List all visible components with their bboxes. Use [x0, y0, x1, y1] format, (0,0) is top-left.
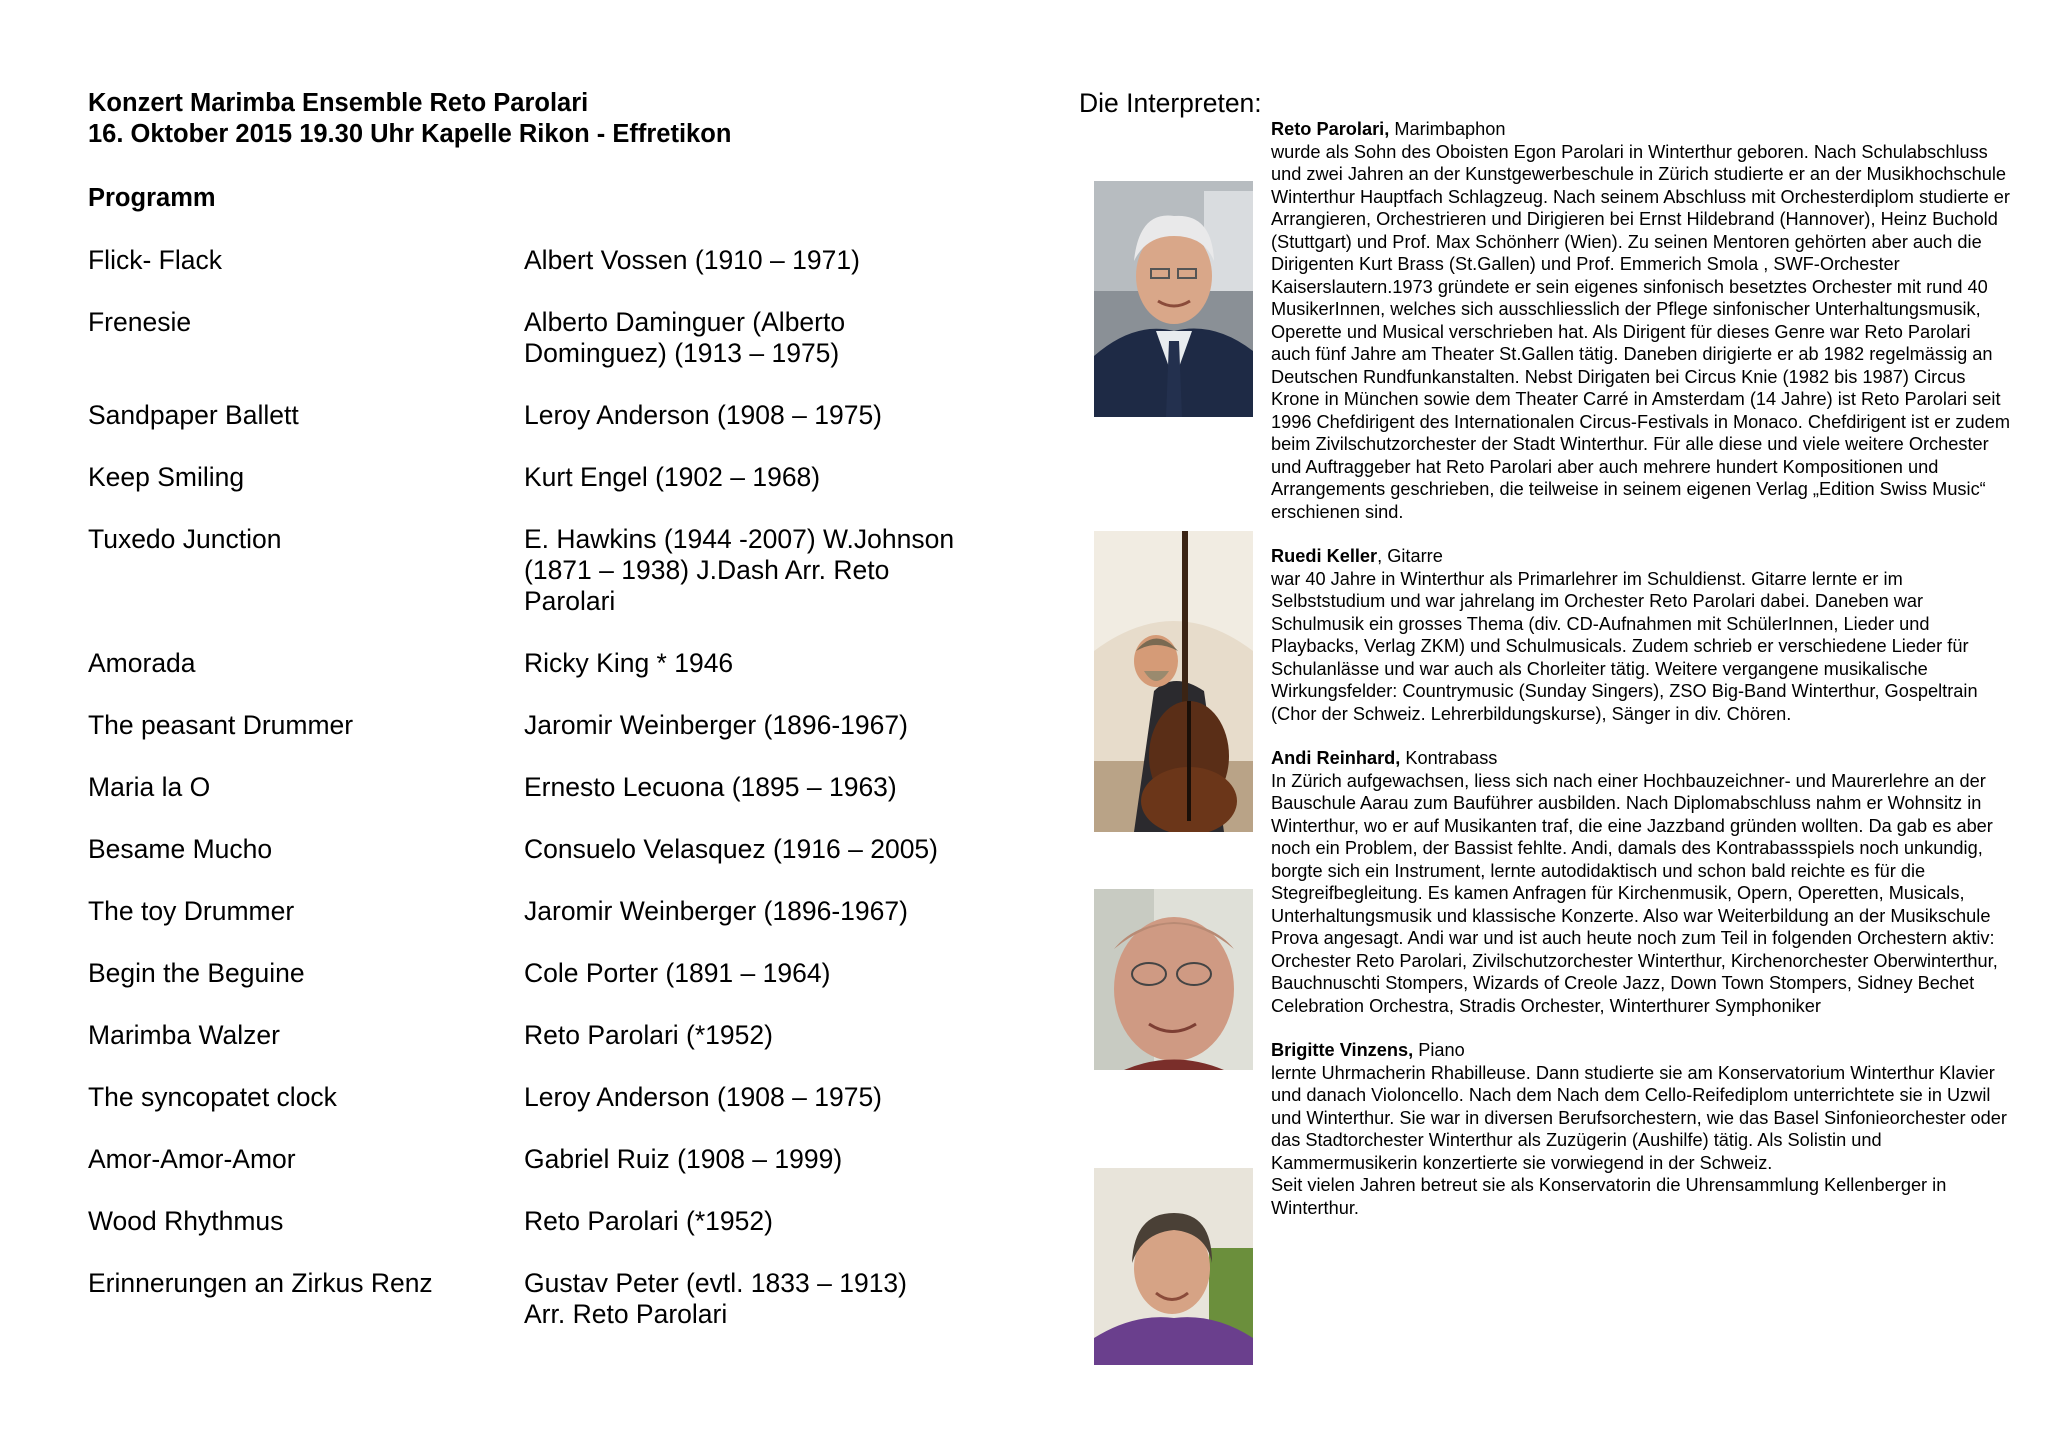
- composer: Jaromir Weinberger (1896-1967): [524, 896, 908, 926]
- bio-andi-reinhard: [1271, 747, 2011, 1017]
- brigitte-vinzens-photo: [1094, 1168, 1253, 1365]
- piece-title: Tuxedo Junction: [88, 524, 282, 554]
- piece-title: Erinnerungen an Zirkus Renz: [88, 1268, 433, 1298]
- bio-text: war 40 Jahre in Winterthur als Primarlehrer im Schuldienst. Gitarre lernte er im Selbststudium und war jahrelang im Orchester Reto Parolari dabei. Daneben war Schulmusik ein grosses Thema (div. CD-Aufnahmen mit SchülerInnen, Lieder und Playbacks, Verlag ZKM) und Schulmusicals. Zudem schrieb er verschiedene Lieder für Schulanlässe und war auch als Chorleiter tätig. Weitere vergangene musikalische Wirkungsfelder: Countrymusic (Sunday Singers), ZSO Big-Band Winterthur, Gospeltrain (Chor der Schweiz. Lehrerbildungskurse), Sänger in div. Chören.: [1271, 568, 1978, 724]
- bio-text: wurde als Sohn des Oboisten Egon Parolari in Winterthur geboren. Nach Schulabschluss und zwei Jahren an der Kunstgewerbeschule in Zürich studierte er an der Musikhochschule Winterthur Hauptfach Schlagzeug. Nach seinem Abschluss mit Orchesterdiplom studierte er Arrangieren, Orchestrieren und Dirigieren bei Ernst Hildebrand (Hannover), Heinz Buchold (Stuttgart) und Prof. Max Schönherr (Wien). Zu seinen Mentoren gehörten aber auch die Dirigenten Kurt Brass (St.Gallen) und Prof. Emmerich Smola , SWF-Orchester Kaiserslautern.1973 gründete er sein eigenes sinfonisch besetztes Orchester mit rund 40 MusikerInnen, welches sich ausschliesslich der Pflege sinfonischer Unterhaltungsmusik, Operette und Musical verschrieben hat. Als Dirigent für dieses Genre war Reto Parolari auch fünf Jahre am Theater St.Gallen tätig. Daneben dirigierte er ab 1982 regelmässig an Deutschen Rundfunkanstalten. Nebst Dirigaten bei Circus Knie (1982 bis 1987) Circus Krone in München sowie dem Theater Carré in Amsterdam (14 Jahre) ist Reto Parolari seit 1996 Chefdirigent des Internationalen Circus-Festivals in Monaco. Chefdirigent ist er zudem beim Zivilschutzorchester der Stadt Winterthur. Für alle diese und viele weitere Orchester und Auftraggeber hat Reto Parolari aber auch mehrere hundert Kompositionen und Arrangements geschrieben, die teilweise in seinem eigenen Verlag „Edition Swiss Music“ erschienen sind.: [1271, 141, 2010, 522]
- bio-ruedi-keller: [1271, 545, 2011, 725]
- program-row: [88, 710, 988, 741]
- program-row: [88, 1020, 988, 1051]
- bio-text: lernte Uhrmacherin Rhabilleuse. Dann studierte sie am Konservatorium Winterthur Klavier und danach Violoncello. Nach dem Nach dem Cello-Reifediplom unterrichtete sie in Uzwil und Winterthur. Sie war in diversen Berufsorchestern, wie das Basel Sinfonieorchester oder das Stadtorchester Winterthur als Zuzügerin (Aushilfe) tätig. Als Solistin und Kammermusikerin konzertierte sie vorwiegend in der Schweiz. Seit vielen Jahren betreut sie als Konservatorin die Uhrensammlung Kellenberger in Winterthur.: [1271, 1062, 2007, 1218]
- bio-brigitte-vinzens: [1271, 1039, 2011, 1219]
- composer: Gustav Peter (evtl. 1833 – 1913) Arr. Reto Parolari: [524, 1268, 907, 1329]
- piece-title: The syncopatet clock: [88, 1082, 337, 1112]
- program-row: [88, 524, 988, 617]
- interpreters-heading: Die Interpreten:: [1079, 88, 1262, 118]
- andi-reinhard-photo: [1094, 889, 1253, 1070]
- program-row: [88, 307, 988, 369]
- bio-text: In Zürich aufgewachsen, liess sich nach einer Hochbauzeichner- und Maurerlehre an der Bauschule Aarau zum Bauführer ausbilden. Nach Diplomabschluss nahm er Wohnsitz in Winterthur, wo er auf Musikanten traf, die eine Jazzband gründen wollten. Da gab es aber noch ein Problem, der Bassist fehlte. Andi, damals des Kontrabassspiels noch unkundig, borgte sich ein Instrument, lernte autodidaktisch und schon bald reichte es für die Stegreifbegleitung. Es kamen Anfragen für Kirchenmusik, Opern, Operetten, Musicals, Unterhaltungsmusik und klassische Konzerte. Also war Weiterbildung an der Musikschule Prova angesagt. Andi war und ist auch heute noch zum Teil in folgenden Orchestern aktiv: Orchester Reto Parolari, Zivilschutzorchester Winterthur, Kirchenorchester Oberwinterthur, Bauchnuschti Stompers, Wizards of Creole Jazz, Down Town Stompers, Sidney Bechet Celebration Orchestra, Stradis Orchester, Winterthurer Symphoniker: [1271, 770, 1998, 1016]
- piece-title: Marimba Walzer: [88, 1020, 280, 1050]
- piece-title: Amorada: [88, 648, 196, 678]
- composer: Consuelo Velasquez (1916 – 2005): [524, 834, 938, 864]
- interpreter-instrument: Piano: [1413, 1040, 1465, 1060]
- composer: Gabriel Ruiz (1908 – 1999): [524, 1144, 843, 1174]
- interpreter-instrument: , Gitarre: [1377, 546, 1443, 566]
- program-row: [88, 958, 988, 989]
- composer: E. Hawkins (1944 -2007) W.Johnson (1871 – 1938) J.Dash Arr. Reto Parolari: [524, 524, 955, 616]
- bio-heading: [1271, 545, 2011, 568]
- piece-title: The peasant Drummer: [88, 710, 354, 740]
- interpreter-name: Reto Parolari,: [1271, 119, 1390, 139]
- program-row: [88, 896, 988, 927]
- interpreter-instrument: Marimbaphon: [1389, 119, 1506, 139]
- program-row: [88, 245, 988, 276]
- piece-title: Sandpaper Ballett: [88, 400, 299, 430]
- ruedi-keller-photo: [1094, 531, 1253, 832]
- program-row: [88, 1268, 988, 1330]
- composer: Reto Parolari (*1952): [524, 1206, 773, 1236]
- program-heading: Programm: [88, 184, 216, 212]
- program-column: [88, 88, 988, 1361]
- interpreter-name: Andi Reinhard,: [1271, 748, 1401, 768]
- interpreter-name: Ruedi Keller: [1271, 546, 1378, 566]
- composer: Jaromir Weinberger (1896-1967): [524, 710, 908, 740]
- concert-title: Konzert Marimba Ensemble Reto Parolari: [88, 89, 589, 117]
- interpreter-bios: [1271, 118, 2011, 1241]
- composer: Kurt Engel (1902 – 1968): [524, 462, 821, 492]
- program-row: [88, 462, 988, 493]
- program-row: [88, 834, 988, 865]
- program-list: [88, 245, 988, 1330]
- piece-title: The toy Drummer: [88, 896, 295, 926]
- composer: Ernesto Lecuona (1895 – 1963): [524, 772, 897, 802]
- program-row: [88, 1144, 988, 1175]
- composer: Reto Parolari (*1952): [524, 1020, 773, 1050]
- composer: Leroy Anderson (1908 – 1975): [524, 1082, 883, 1112]
- bio-heading: [1271, 1039, 2011, 1062]
- piece-title: Begin the Beguine: [88, 958, 305, 988]
- composer: Leroy Anderson (1908 – 1975): [524, 400, 883, 430]
- interpreter-name: Brigitte Vinzens,: [1271, 1040, 1414, 1060]
- interpreter-instrument: Kontrabass: [1400, 748, 1498, 768]
- bio-heading: [1271, 747, 2011, 770]
- piece-title: Amor-Amor-Amor: [88, 1144, 296, 1174]
- piece-title: Wood Rhythmus: [88, 1206, 284, 1236]
- piece-title: Keep Smiling: [88, 462, 245, 492]
- program-row: [88, 1082, 988, 1113]
- program-row: [88, 648, 988, 679]
- program-row: [88, 400, 988, 431]
- concert-date-location: 16. Oktober 2015 19.30 Uhr Kapelle Rikon - Effretikon: [88, 120, 732, 148]
- piece-title: Maria la O: [88, 772, 211, 802]
- piece-title: Flick- Flack: [88, 245, 222, 275]
- bio-reto-parolari: [1271, 118, 2011, 523]
- composer: Cole Porter (1891 – 1964): [524, 958, 831, 988]
- program-row: [88, 1206, 988, 1237]
- program-row: [88, 772, 988, 803]
- piece-title: Besame Mucho: [88, 834, 273, 864]
- piece-title: Frenesie: [88, 307, 192, 337]
- reto-parolari-photo: [1094, 181, 1253, 417]
- composer: Alberto Daminguer (Alberto Dominguez) (1913 – 1975): [524, 307, 846, 368]
- bio-heading: [1271, 118, 2011, 141]
- composer: Ricky King * 1946: [524, 648, 734, 678]
- composer: Albert Vossen (1910 – 1971): [524, 245, 860, 275]
